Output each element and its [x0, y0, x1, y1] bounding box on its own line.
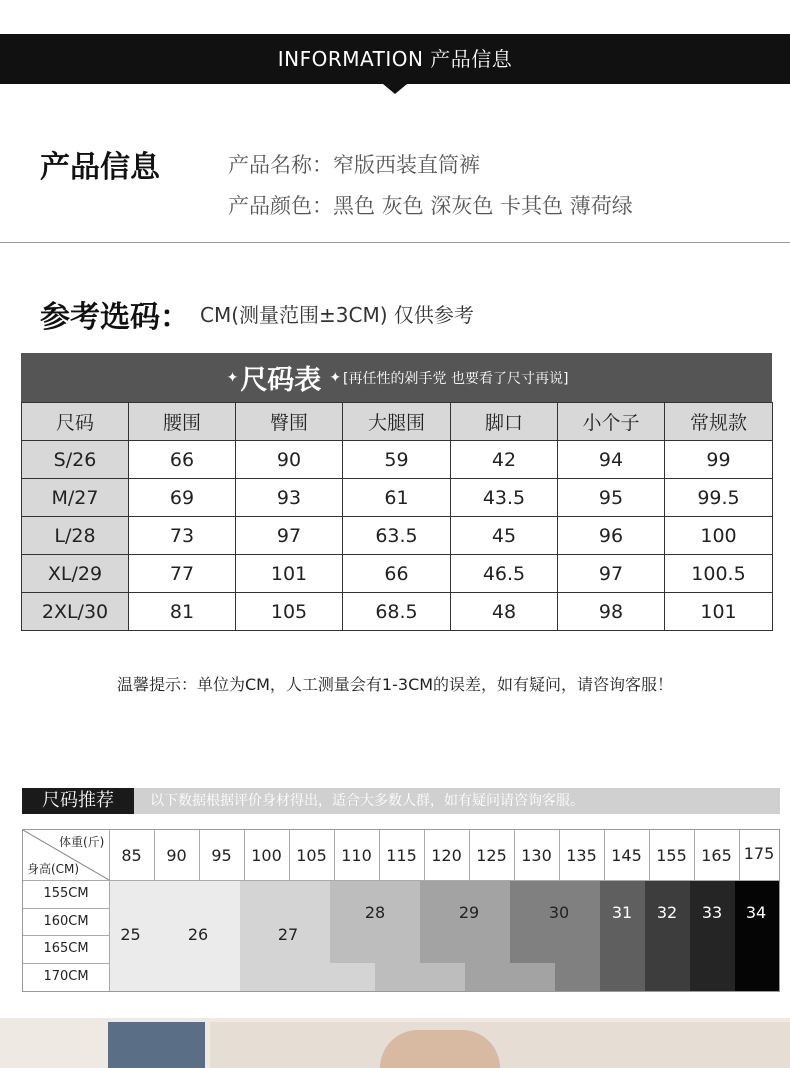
size-table-subtitle: [再任性的剁手党 也要看了尺寸再说]: [343, 370, 569, 387]
weight-header: 105: [296, 846, 327, 865]
table-cell: XL/29: [22, 555, 129, 593]
size-block: [465, 963, 555, 991]
table-cell: 100.5: [665, 555, 773, 593]
table-row: [22, 555, 773, 593]
table-cell: 96: [558, 517, 665, 555]
table-cell: 61: [343, 479, 451, 517]
size-block: [645, 880, 690, 991]
grid-line: [23, 908, 109, 909]
table-cell: 2XL/30: [22, 593, 129, 631]
size-block: [690, 880, 735, 991]
table-cell: 68.5: [343, 593, 451, 631]
product-photo-model: [380, 1030, 500, 1068]
size-label: 27: [277, 925, 299, 944]
table-cell: 94: [558, 441, 665, 479]
table-cell: 97: [236, 517, 343, 555]
product-name-line: 产品名称：窄版西装直筒裤: [228, 153, 480, 177]
recommendation-title: 尺码推荐: [22, 788, 134, 814]
column-header: 常规款: [665, 403, 773, 441]
table-cell: 93: [236, 479, 343, 517]
header-banner-text: INFORMATION 产品信息: [277, 47, 513, 71]
size-table-header: [21, 353, 772, 402]
column-header: 尺码: [22, 403, 129, 441]
weight-header: 135: [566, 846, 597, 865]
weight-header: 115: [386, 846, 417, 865]
weight-header: 155: [656, 846, 687, 865]
table-row: [22, 441, 773, 479]
product-info-title: 产品信息: [40, 150, 160, 185]
size-label: 29: [458, 903, 480, 922]
table-cell: 77: [129, 555, 236, 593]
size-label: 26: [187, 925, 209, 944]
table-cell: 43.5: [451, 479, 558, 517]
divider: [0, 242, 790, 243]
size-label: 28: [364, 903, 386, 922]
table-cell: 45: [451, 517, 558, 555]
table-cell: 97: [558, 555, 665, 593]
height-header: 165CM: [43, 941, 89, 956]
height-header: 170CM: [43, 969, 89, 984]
table-cell: L/28: [22, 517, 129, 555]
size-label: 31: [611, 903, 633, 922]
table-cell: S/26: [22, 441, 129, 479]
column-header: 臀围: [236, 403, 343, 441]
weight-header: 175: [743, 844, 775, 863]
weight-header: 100: [251, 846, 282, 865]
weight-header: 90: [166, 846, 187, 865]
table-cell: 66: [343, 555, 451, 593]
grid-line: [23, 880, 779, 881]
table-cell: 59: [343, 441, 451, 479]
size-label: 32: [656, 903, 678, 922]
table-cell: 100: [665, 517, 773, 555]
column-header: 腰围: [129, 403, 236, 441]
product-color-line: 产品颜色：黑色 灰色 深灰色 卡其色 薄荷绿: [228, 194, 633, 218]
table-cell: 69: [129, 479, 236, 517]
recommendation-description: 以下数据根据评价身材得出，适合大多数人群，如有疑问请咨询客服。: [150, 793, 584, 809]
column-header: 脚口: [451, 403, 558, 441]
table-cell: 63.5: [343, 517, 451, 555]
measurement-tip: 温馨提示：单位为CM，人工测量会有1-3CM的误差，如有疑问，请咨询客服！: [116, 675, 674, 694]
sparkle-icon: ✦: [226, 369, 239, 386]
weight-header: 95: [211, 846, 232, 865]
weight-header: 165: [701, 846, 732, 865]
grid-line: [23, 935, 109, 936]
table-cell: 99: [665, 441, 773, 479]
table-cell: 105: [236, 593, 343, 631]
table-cell: 66: [129, 441, 236, 479]
size-label: 34: [745, 903, 767, 922]
size-table-header-row: [22, 403, 773, 441]
weight-header: 130: [521, 846, 552, 865]
table-cell: 101: [236, 555, 343, 593]
size-recommendation-grid: [22, 829, 780, 992]
table-row: [22, 479, 773, 517]
table-cell: 42: [451, 441, 558, 479]
table-row: [22, 593, 773, 631]
grid-line: [23, 963, 109, 964]
size-label: 25: [120, 925, 141, 944]
weight-header: 125: [476, 846, 507, 865]
size-block: [375, 963, 465, 991]
size-block: [735, 880, 779, 991]
weight-axis-label: 体重(斤): [59, 835, 105, 849]
size-label: 33: [701, 903, 723, 922]
size-block: [555, 963, 600, 991]
size-label: 30: [548, 903, 570, 922]
size-table: [21, 402, 773, 631]
height-header: 160CM: [43, 914, 89, 929]
height-axis-label: 身高(CM): [27, 862, 80, 876]
sparkle-icon: ✦: [329, 369, 342, 386]
weight-header: 120: [431, 846, 462, 865]
table-cell: 99.5: [665, 479, 773, 517]
table-cell: 73: [129, 517, 236, 555]
size-reference-title: 参考选码：: [40, 300, 190, 335]
table-row: [22, 517, 773, 555]
size-block: [285, 963, 375, 991]
table-cell: 46.5: [451, 555, 558, 593]
table-cell: 101: [665, 593, 773, 631]
table-cell: M/27: [22, 479, 129, 517]
weight-header: 85: [121, 846, 142, 865]
header-arrow: [383, 84, 407, 94]
size-block: [600, 880, 645, 991]
size-table-title: 尺码表: [240, 365, 322, 396]
size-reference-note: CM(测量范围±3CM) 仅供参考: [200, 303, 474, 327]
weight-header: 110: [341, 846, 372, 865]
table-cell: 48: [451, 593, 558, 631]
table-cell: 95: [558, 479, 665, 517]
height-header: 155CM: [43, 886, 89, 901]
column-header: 大腿围: [343, 403, 451, 441]
table-cell: 90: [236, 441, 343, 479]
weight-header: 145: [611, 846, 642, 865]
product-photo-background: [210, 1022, 790, 1068]
product-photo-curtain: [108, 1022, 205, 1068]
table-cell: 81: [129, 593, 236, 631]
table-cell: 98: [558, 593, 665, 631]
column-header: 小个子: [558, 403, 665, 441]
